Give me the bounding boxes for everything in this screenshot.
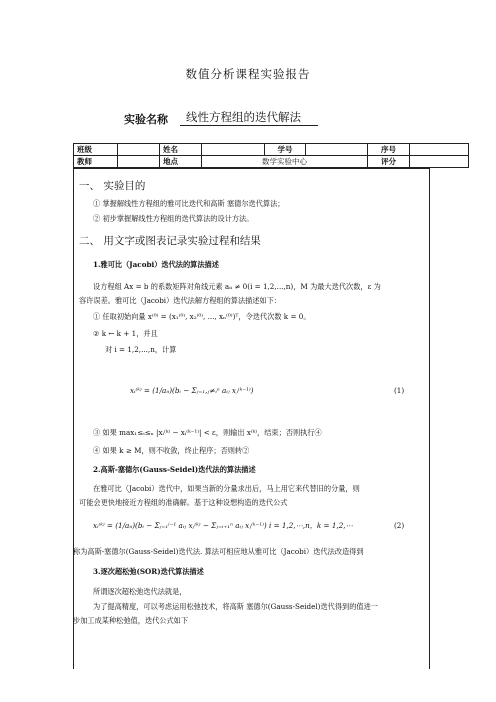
location-value: 数学实验中心 [202, 156, 368, 168]
objective-item-1: ① 掌握解线性方程组的雅可比迭代和高斯 塞德尔迭代算法； [93, 199, 285, 208]
page-title: 数值分析课程实验报告 [185, 67, 311, 81]
name-label: 姓名 [160, 144, 202, 156]
section-1-heading: 一、 实验目的 [79, 180, 146, 192]
jacobi-step-4: ④ 如果 k ≥ M，则不收敛，终止程序；否则转② [93, 446, 250, 455]
jacobi-step-3: ③ 如果 max₁≤ᵢ≤ₙ |xᵢ⁽ᵏ⁾ − xᵢ⁽ᵏ⁻¹⁾| < ε，则输出 x⁽ᵏ⁾，结束；否则执行④ [93, 428, 322, 437]
score-label: 评分 [368, 156, 410, 168]
equation-2: xᵢ⁽ᵏ⁾ = (1/aᵢᵢ)(bᵢ − Σⱼ₌₁ⁱ⁻¹ aᵢⱼ xⱼ⁽ᵏ⁾ − Σⱼ₌ᵢ₊₁ⁿ aᵢⱼ xⱼ⁽ᵏ⁻¹⁾) i = 1,2,⋯,n，k = 1,2,⋯ [93, 521, 353, 530]
location-label: 地点 [160, 156, 202, 168]
experiment-name-underline [180, 125, 318, 126]
seq-no-label: 序号 [368, 144, 410, 156]
jacobi-step-1: ① 任取初始向量 x⁽⁰⁾ = (x₁⁽⁰⁾, x₂⁽⁰⁾, ..., xₙ⁽⁰⁾)ᵀ，令迭代次数 k = 0。 [93, 312, 311, 321]
experiment-name-label: 实验名称 [124, 113, 168, 126]
objective-item-2: ② 初步掌握解线性方程组的迭代算法的设计方法。 [93, 214, 254, 223]
section-2-heading: 二、 用文字或图表记录实验过程和结果 [79, 235, 261, 247]
equation-1: xᵢ⁽ᵏ⁾ = (1/aᵢᵢ)(bᵢ − Σⱼ₌₁,ⱼ≠ᵢⁿ aᵢⱼ xⱼ⁽ᵏ⁻¹⁾) [130, 386, 254, 395]
gauss-seidel-conclusion: 称为高斯-塞德尔(Gauss-Seidel)迭代法. 算法可相应地从雅可比（Jacobi）迭代法改造得到 [73, 547, 364, 556]
jacobi-intro-line-2: 容许误差。雅可比（Jacobi）迭代法解方程组的算法描述如下： [79, 296, 282, 305]
sor-intro-line-3: 步加工成某种松弛值，迭代公式如下 [73, 616, 189, 625]
class-value [118, 144, 160, 156]
subsection-3-heading: 3.逐次超松弛(SOR)迭代算法描述 [93, 567, 204, 576]
gauss-seidel-intro-line-1: 在雅可比（Jacobi）迭代中，如果当新的分量求出后，马上用它来代替旧的分量，则 [93, 484, 360, 493]
info-row-2 [74, 156, 469, 168]
student-id-label: 学号 [265, 144, 306, 156]
jacobi-step-2-loop: 对 i = 1,2,...,n，计算 [105, 345, 177, 354]
jacobi-step-2: ② k ← k + 1，并且 [93, 329, 158, 338]
teacher-label: 教师 [74, 156, 118, 168]
equation-2-number: (2) [394, 521, 405, 530]
subsection-1-heading: 1.雅可比（Jacobi）迭代法的算法描述 [93, 260, 219, 269]
student-id-value [306, 144, 368, 156]
sor-intro-line-2: 为了提高精度，可以考虑运用松弛技术，将高斯 塞德尔(Gauss-Seidel)迭代得到的值进一 [93, 602, 378, 611]
gauss-seidel-intro-line-2: 可能会更快地接近方程组的准确解。基于这种设想构造的迭代公式 [79, 498, 288, 507]
name-value [202, 144, 265, 156]
equation-1-number: (1) [394, 386, 405, 395]
subsection-2-heading: 2.高斯-塞德尔(Gauss-Seidel)迭代法的算法描述 [93, 465, 256, 474]
sor-intro-line-1: 所谓逐次超松弛迭代法就是， [93, 587, 187, 596]
jacobi-intro-line-1: 设方程组 Ax = b 的系数矩阵对角线元素 aᵢᵢ ≠ 0(i = 1,2,...,n)，M 为最大迭代次数，ε 为 [93, 282, 381, 291]
score-value [410, 156, 469, 168]
info-row-1 [74, 144, 469, 156]
experiment-name-value: 线性方程组的迭代解法 [186, 110, 301, 124]
class-label: 班级 [74, 144, 118, 156]
seq-no-value [410, 144, 469, 156]
info-table [73, 143, 469, 168]
teacher-value [118, 156, 160, 168]
